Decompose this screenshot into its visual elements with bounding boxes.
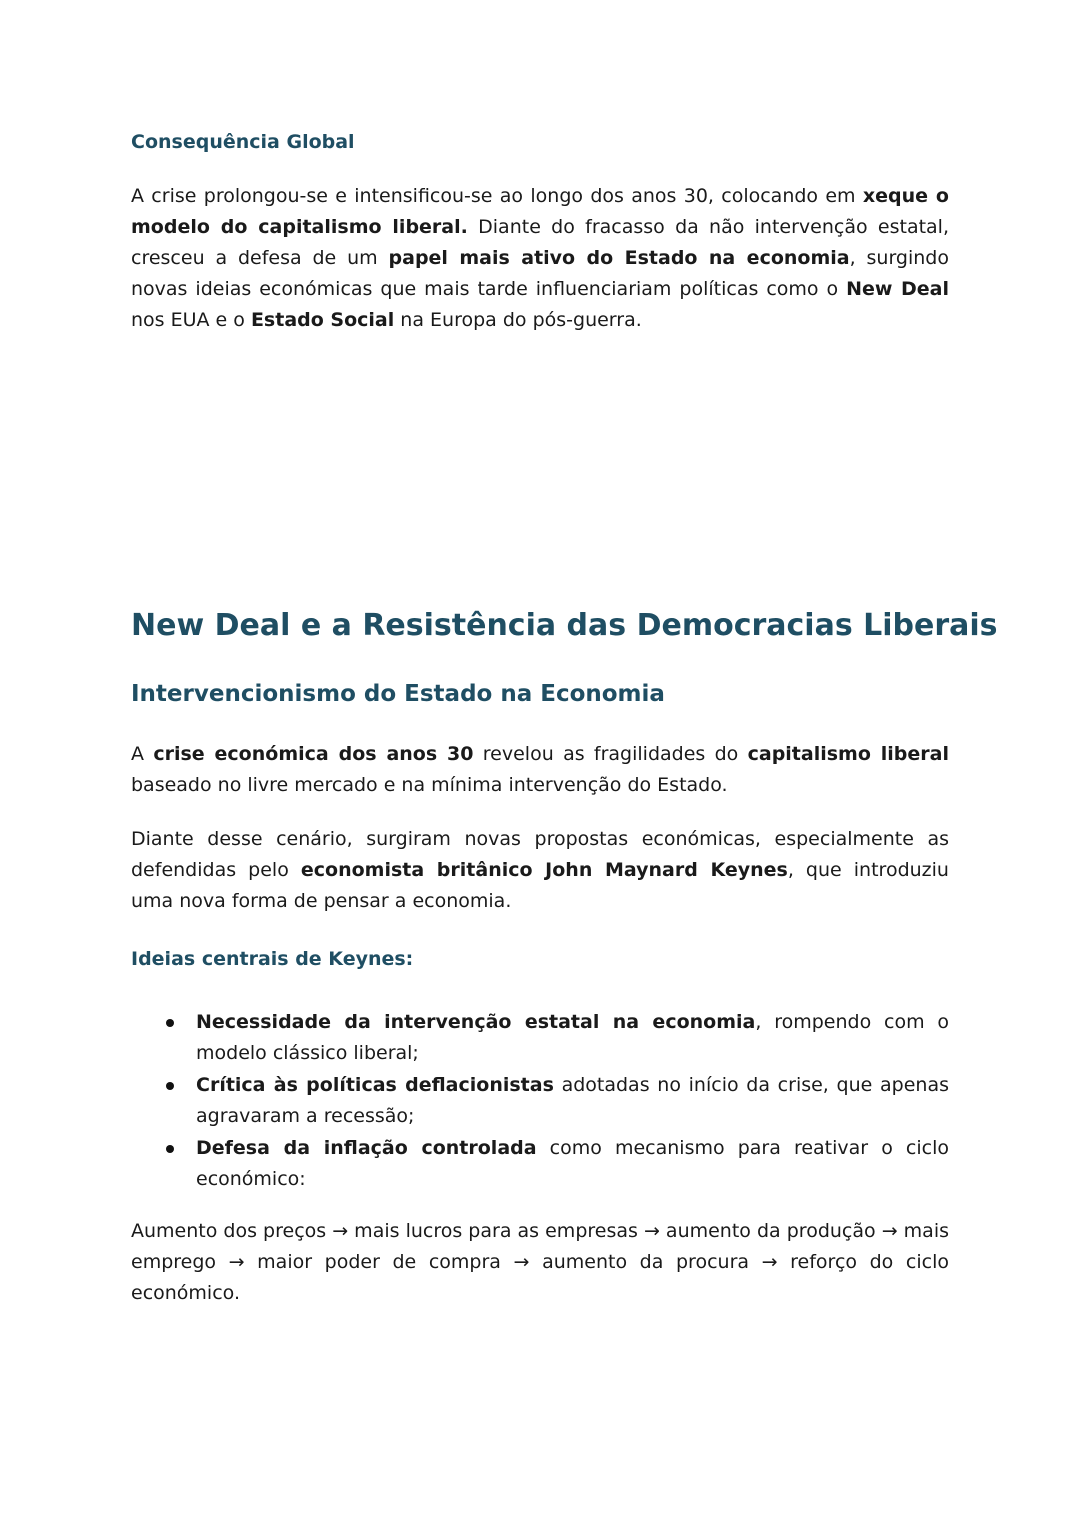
list-item [131, 1007, 949, 1069]
emphasis-text: papel mais ativo do Estado na economia [388, 247, 850, 269]
keynes-ideas-list [131, 1007, 949, 1196]
body-text: , surgindo novas ideias económicas que mais tarde influenciariam políticas como o [131, 247, 949, 300]
emphasis-text: New Deal [846, 278, 949, 300]
body-text: A crise prolongou-se e intensificou-se ao longo dos anos 30, colocando em [131, 185, 863, 207]
body-text: Diante do fracasso da não intervenção estatal, cresceu a defesa de um [131, 216, 949, 269]
body-text: nos EUA e o [131, 309, 251, 331]
emphasis-text: Defesa da inflação controlada [196, 1137, 537, 1159]
paragraph-consequencia-global [131, 181, 949, 336]
body-text: como mecanismo para reativar o ciclo económico: [196, 1137, 949, 1190]
emphasis-text: economista britânico John Maynard Keynes [300, 859, 788, 881]
body-text: na Europa do pós-guerra. [394, 309, 642, 331]
body-text: baseado no livre mercado e na mínima intervenção do Estado. [131, 774, 728, 796]
list-item-text [196, 1011, 949, 1064]
emphasis-text: xeque o modelo do capitalismo liberal. [131, 185, 949, 238]
emphasis-text: Necessidade da intervenção estatal na economia [196, 1011, 756, 1033]
bullet-icon [166, 1019, 174, 1027]
body-text: , que introduziu uma nova forma de pensar a economia. [131, 859, 949, 912]
emphasis-text: crise económica dos anos 30 [153, 743, 474, 765]
emphasis-text: Estado Social [250, 309, 395, 331]
body-text: , rompendo com o modelo clássico liberal; [196, 1011, 949, 1064]
paragraph-economic-cycle: Aumento dos preços → mais lucros para as empresas → aumento da produção → mais emprego → maior poder de compra → aumento da procura → reforço do ciclo económico. [131, 1220, 949, 1304]
list-item-text [196, 1074, 949, 1127]
bullet-icon [166, 1082, 174, 1090]
emphasis-text: capitalismo liberal [747, 743, 949, 765]
page-title: New Deal e a Resistência das Democracias Liberais [131, 608, 998, 643]
section-subtitle-intervencionismo: Intervencionismo do Estado na Economia [131, 681, 665, 707]
paragraph-crise-economica [131, 739, 949, 801]
body-text: adotadas no início da crise, que apenas agravaram a recessão; [196, 1074, 949, 1127]
list-item [131, 1070, 949, 1132]
bullet-icon [166, 1145, 174, 1153]
body-text: A [131, 743, 154, 765]
paragraph-keynes-intro [131, 824, 949, 917]
list-item-text [196, 1137, 949, 1190]
body-text: Diante desse cenário, surgiram novas propostas económicas, especialmente as defendidas pelo [131, 828, 949, 881]
list-item [131, 1133, 949, 1195]
emphasis-text: Crítica às políticas deflacionistas [196, 1074, 554, 1096]
body-text: revelou as fragilidades do [473, 743, 748, 765]
ideas-heading: Ideias centrais de Keynes: [131, 948, 414, 970]
section-heading-consequencia-global: Consequência Global [131, 131, 355, 153]
